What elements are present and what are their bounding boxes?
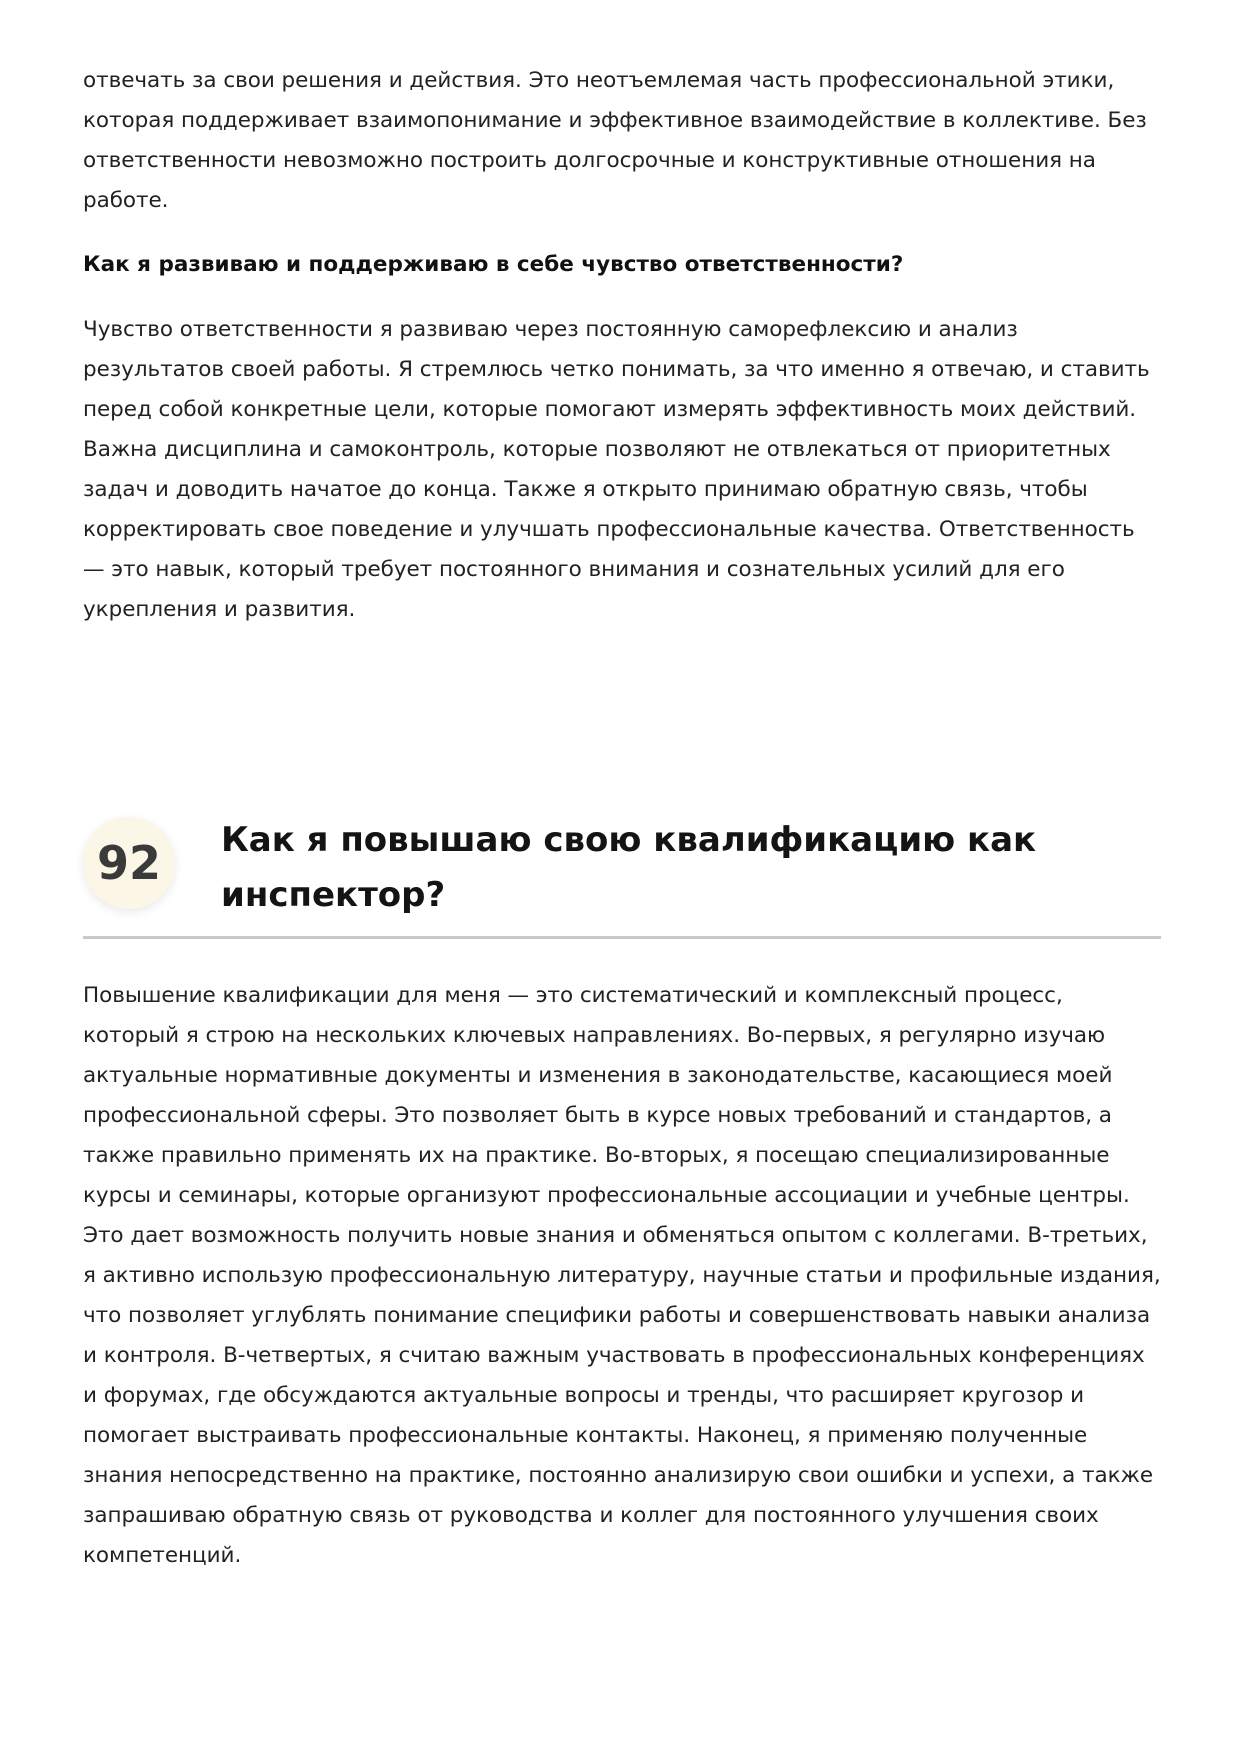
intro-paragraph: отвечать за свои решения и действия. Это неотъемлемая часть профессиональной этики, которая поддерживает взаимопонимание и эффективное взаимодействие в коллективе. Без ответственности невозможно построить долгосрочные и конструктивные отношения на работе. <box>83 68 1147 213</box>
section-header <box>83 810 1161 939</box>
section-number-badge: 92 <box>83 817 175 909</box>
section-title: Как я повышаю свою квалификацию как инспектор? <box>221 820 1037 915</box>
answer-paragraph: Чувство ответственности я развиваю через постоянную саморефлексию и анализ результатов своей работы. Я стремлюсь четко понимать, за что именно я отвечаю, и ставить перед собой конкретные цели, которые помогают измерять эффективность моих действий. Важна дисциплина и самоконтроль, которые позволяют не отвлекаться от приоритетных задач и доводить начатое до конца. Также я открыто принимаю обратную связь, чтобы корректировать свое поведение и улучшать профессиональные качества. Ответственность — это навык, который требует постоянного внимания и сознательных усилий для его укрепления и развития. <box>83 317 1150 622</box>
section-body-paragraph: Повышение квалификации для меня — это систематический и комплексный процесс, который я строю на нескольких ключевых направлениях. Во-первых, я регулярно изучаю актуальные нормативные документы и изменения в законодательстве, касающиеся моей профессиональной сферы. Это позволяет быть в курсе новых требований и стандартов, а также правильно применять их на практике. Во-вторых, я посещаю специализированные курсы и семинары, которые организуют профессиональные ассоциации и учебные центры. Это дает возможность получить новые знания и обменяться опытом с коллегами. В-третьих, я активно использую профессиональную литературу, научные статьи и профильные издания, что позволяет углублять понимание специфики работы и совершенствовать навыки анализа и контроля. В-четвертых, я считаю важным участвовать в профессиональных конференциях и форумах, где обсуждаются актуальные вопросы и тренды, что расширяет кругозор и помогает выстраивать профессиональные контакты. Наконец, я применяю полученные знания непосредственно на практике, постоянно анализирую свои ошибки и успехи, а также запрашиваю обратную связь от руководства и коллег для постоянного улучшения своих компетенций. <box>83 983 1161 1568</box>
question-heading: Как я развиваю и поддерживаю в себе чувство ответственности? <box>83 252 904 277</box>
